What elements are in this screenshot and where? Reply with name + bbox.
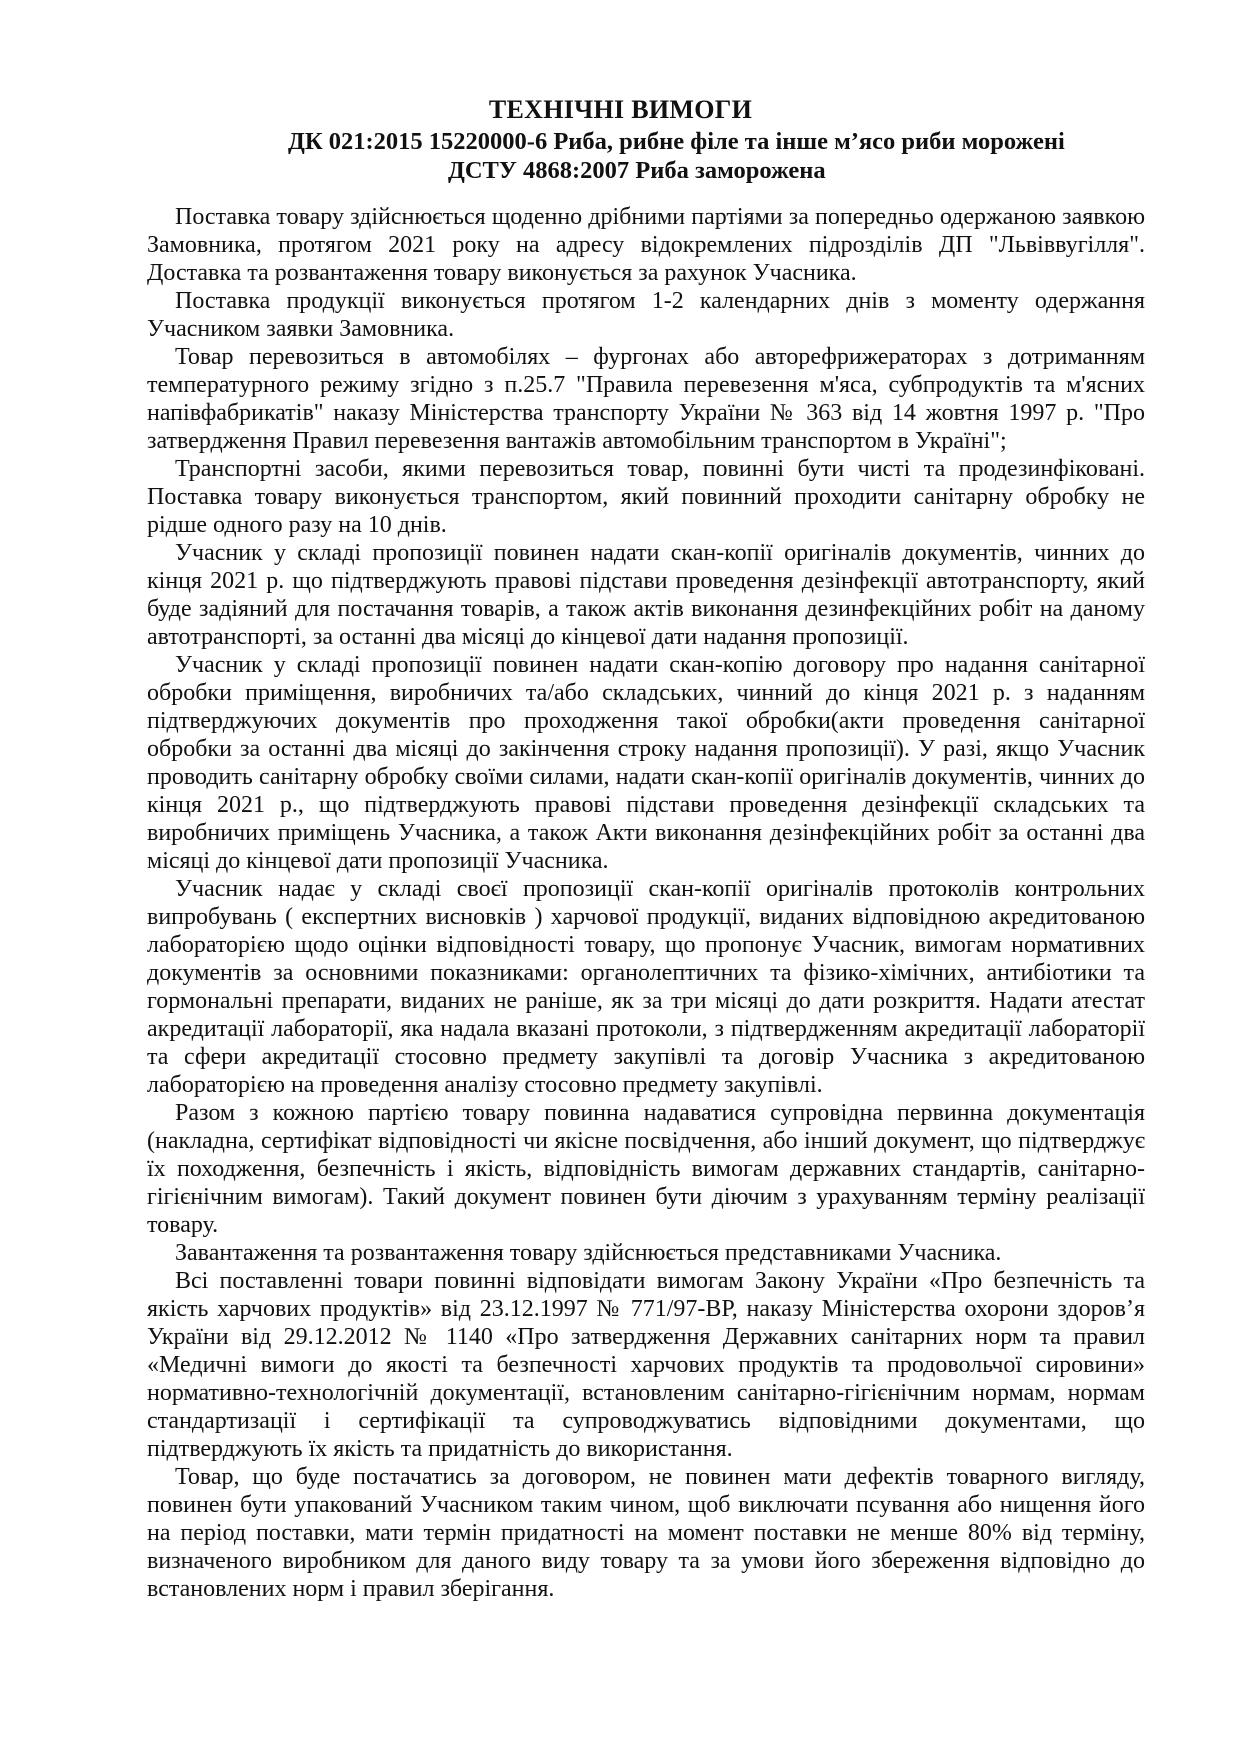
paragraph-loading-unloading: Завантаження та розвантаження товару здійснюється представниками Учасника. — [175, 1240, 1002, 1266]
document-subtitle: ДК 021:2015 15220000-6 Риба, рибне філе та інше м’ясо риби морожені — [288, 128, 1065, 155]
paragraph-premises-sanitation-contract: Учасник у складі пропозиції повинен надати скан-копію договору про надання санітарної обробки приміщення, виробничих та/або складських, чинний до кінця 2021 р. з наданням підтверджуючих документів про проходження такої обробки(акти проведення санітарної обробки за останні два місяці до закінчення строку надання пропозиції). У разі, якщо Учасник проводить санітарну обробку своїми силами, надати скан-копії оригіналів документів, чинних до кінця 2021 р., що підтверджують правові підстави проведення дезінфекції складських та виробничих приміщень Учасника, а також Акти виконання дезінфекційних робіт за останні два місяці до кінцевої дати пропозиції Учасника. — [147, 652, 1145, 874]
document-standard: ДСТУ 4868:2007 Риба заморожена — [448, 157, 826, 184]
paragraph-legal-requirements: Всі поставленні товари повинні відповідати вимогам Закону України «Про безпечність та якість харчових продуктів» від 23.12.1997 № 771/97-ВР, наказу Міністерства охорони здоров’я України від 29.12.2012 № 1140 «Про затвердження Державних санітарних норм та правил «Медичні вимоги до якості та безпечності харчових продуктів та продовольчої сировини» нормативно-технологічній документації, встановленим санітарно-гігієнічним нормам, нормам стандартизації і сертифікації та супроводжуватись відповідними документами, що підтверджують їх якість та придатність до використання. — [147, 1268, 1145, 1462]
document-body — [147, 203, 1145, 1603]
paragraph-transport-conditions: Товар перевозиться в автомобілях – фургонах або авторефрижераторах з дотриманням температурного режиму згідно з п.25.7 "Правила перевезення м'яса, субпродуктів та м'ясних напівфабрикатів" наказу Міністерства транспорту України № 363 від 14 жовтня 1997 р. "Про затвердження Правил перевезення вантажів автомобільним транспортом в Україні"; — [147, 344, 1145, 454]
paragraph-accompanying-documents: Разом з кожною партією товару повинна надаватися супровідна первинна документація (накладна, сертифікат відповідності чи якісне посвідчення, або інший документ, що підтверджує їх походження, безпечність і якість, відповідність вимогам державних стандартів, санітарно-гігієнічним вимогам). Такий документ повинен бути діючим з урахуванням терміну реалізації товару. — [147, 1100, 1145, 1238]
paragraph-packaging-shelf-life: Товар, що буде постачатись за договором, не повинен мати дефектів товарного вигляду, повинен бути упакований Учасником таким чином, щоб виключати псування або нищення його на період поставки, мати термін придатності на момент поставки не менше 80% від терміну, визначеного виробником для даного виду товару та за умови його збереження відповідно до встановлених норм і правил зберігання. — [147, 1464, 1145, 1602]
paragraph-vehicle-disinfection-documents: Учасник у складі пропозиції повинен надати скан-копії оригіналів документів, чинних до кінця 2021 р. що підтверджують правові підстави проведення дезінфекції автотранспорту, який буде задіяний для постачання товарів, а також актів виконання дезинфекційних робіт на даному автотранспорті, за останні два місяці до кінцевої дати надання пропозиції. — [147, 540, 1145, 650]
paragraph-delivery-schedule: Поставка товару здійснюється щоденно дрібними партіями за попередньо одержаною заявкою Замовника, протягом 2021 року на адресу відокремлених підрозділів ДП "Львіввугілля". Доставка та розвантаження товару виконується за рахунок Учасника. — [147, 204, 1145, 286]
paragraph-vehicle-sanitation: Транспортні засоби, якими перевозиться товар, повинні бути чисті та продезинфіковані. Поставка товару виконується транспортом, який повинний проходити санітарну обробку не рідше одного разу на 10 днів. — [147, 456, 1145, 538]
paragraph-laboratory-protocols: Учасник надає у складі своєї пропозиції скан-копії оригіналів протоколів контрольних випробувань ( експертних висновків ) харчової продукції, виданих відповідною акредитованою лабораторією щодо оцінки відповідності товару, що пропонує Учасник, вимогам нормативних документів за основними показниками: органолептичних та фізико-хімічних, антибіотики та гормональні препарати, виданих не раніше, як за три місяці до дати розкриття. Надати атестат акредитації лабораторії, яка надала вказані протоколи, з підтвердженням акредитації лабораторії та сфери акредитації стосовно предмету закупівлі та договір Учасника з акредитованою лабораторією на проведення аналізу стосовно предмету закупівлі. — [147, 876, 1145, 1098]
document-title: ТЕХНІЧНІ ВИМОГИ — [488, 95, 753, 124]
paragraph-delivery-term: Поставка продукції виконується протягом 1-2 календарних днів з моменту одержання Учасником заявки Замовника. — [147, 288, 1145, 342]
